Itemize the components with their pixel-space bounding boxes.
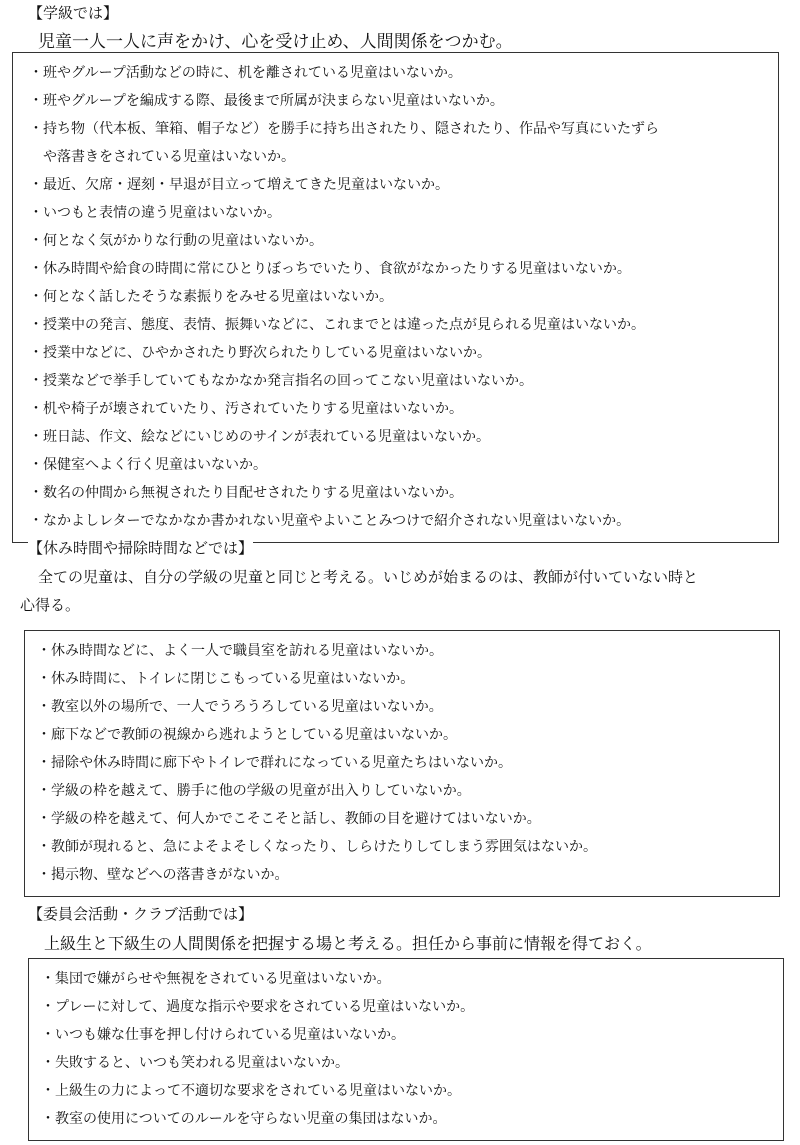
bullet: ・ xyxy=(37,699,51,715)
list-item xyxy=(41,997,474,1017)
list-item xyxy=(29,63,462,83)
item-text: 休み時間などに、よく一人で職員室を訪れる児童はいないか。 xyxy=(51,643,443,659)
item-text: 授業などで挙手していてもなかなか発言指名の回ってこない児童はいないか。 xyxy=(43,373,533,389)
bullet: ・ xyxy=(41,971,55,987)
item-text: 授業中の発言、態度、表情、振舞いなどに、これまでとは違った点が見られる児童はいないか。 xyxy=(43,317,645,333)
section1-heading: 【学級では】 xyxy=(28,4,119,22)
item-text: 机や椅子が壊されていたり、汚されていたりする児童はいないか。 xyxy=(43,401,463,417)
item-text: 失敗すると、いつも笑われる児童はいないか。 xyxy=(55,1055,349,1071)
section1-checklist-box xyxy=(12,52,779,543)
item-text: 授業中などに、ひやかされたり野次られたりしている児童はいないか。 xyxy=(43,345,491,361)
bullet: ・ xyxy=(37,643,51,659)
list-item-continuation: や落書きをされている児童はいないか。 xyxy=(43,149,295,165)
bullet: ・ xyxy=(29,429,43,445)
list-item xyxy=(29,343,491,363)
item-text: 何となく気がかりな行動の児童はいないか。 xyxy=(43,233,323,249)
list-item xyxy=(37,669,414,689)
bullet: ・ xyxy=(29,485,43,501)
item-text: 学級の枠を越えて、何人かでこそこそと話し、教師の目を避けてはいないか。 xyxy=(51,811,541,827)
bullet: ・ xyxy=(41,1111,55,1127)
list-item xyxy=(37,725,457,745)
list-item xyxy=(29,427,490,447)
bullet: ・ xyxy=(29,373,43,389)
bullet: ・ xyxy=(29,289,43,305)
section2-checklist-box xyxy=(24,630,780,897)
bullet: ・ xyxy=(37,867,51,883)
list-item xyxy=(29,483,463,503)
item-text: 何となく話したそうな素振りをみせる児童はいないか。 xyxy=(43,289,393,305)
list-item xyxy=(37,837,597,857)
list-item xyxy=(41,1109,446,1129)
list-item xyxy=(41,969,391,989)
item-text: 数名の仲間から無視されたり目配せされたりする児童はいないか。 xyxy=(43,485,463,501)
item-text: 集団で嫌がらせや無視をされている児童はいないか。 xyxy=(55,971,391,987)
item-text: 上級生の力によって不適切な要求をされている児童はいないか。 xyxy=(55,1083,461,1099)
bullet: ・ xyxy=(37,811,51,827)
item-text: 持ち物（代本板、筆箱、帽子など）を勝手に持ち出されたり、隠されたり、作品や写真にいたずら xyxy=(43,121,659,137)
item-text: いつもと表情の違う児童はいないか。 xyxy=(43,205,281,221)
section3-lead: 上級生と下級生の人間関係を把握する場と考える。担任から事前に情報を得ておく。 xyxy=(44,934,652,953)
section2-lead-line1: 全ての児童は、自分の学級の児童と同じと考える。いじめが始まるのは、教師が付いていない時と xyxy=(38,568,699,586)
bullet: ・ xyxy=(29,121,43,137)
bullet: ・ xyxy=(29,93,43,109)
bullet: ・ xyxy=(29,401,43,417)
list-item xyxy=(41,1025,405,1045)
item-text: 掃除や休み時間に廊下やトイレで群れになっている児童たちはいないか。 xyxy=(51,755,513,771)
bullet: ・ xyxy=(29,345,43,361)
list-item xyxy=(37,697,443,717)
list-item xyxy=(29,371,533,391)
bullet: ・ xyxy=(29,317,43,333)
bullet: ・ xyxy=(29,457,43,473)
bullet: ・ xyxy=(41,1027,55,1043)
list-item xyxy=(29,511,630,531)
item-text: なかよしレターでなかなか書かれない児童やよいことみつけで紹介されない児童はいないか。 xyxy=(43,513,631,529)
item-text: 教師が現れると、急によそよそしくなったり、しらけたりしてしまう雰囲気はないか。 xyxy=(51,839,597,855)
list-item xyxy=(41,1053,349,1073)
item-text: いつも嫌な仕事を押し付けられている児童はいないか。 xyxy=(55,1027,405,1043)
item-text: 教室以外の場所で、一人でうろうろしている児童はいないか。 xyxy=(51,699,443,715)
list-item xyxy=(29,231,323,251)
item-text: プレーに対して、過度な指示や要求をされている児童はいないか。 xyxy=(55,999,475,1015)
bullet: ・ xyxy=(37,727,51,743)
bullet: ・ xyxy=(29,177,43,193)
item-text: 班日誌、作文、絵などにいじめのサインが表れている児童はいないか。 xyxy=(43,429,491,445)
list-item xyxy=(29,119,659,139)
bullet: ・ xyxy=(41,999,55,1015)
item-text: 班やグループ活動などの時に、机を離されている児童はいないか。 xyxy=(43,65,462,81)
list-item xyxy=(37,809,541,829)
list-item xyxy=(29,455,267,475)
bullet: ・ xyxy=(41,1083,55,1099)
item-text: 休み時間や給食の時間に常にひとりぼっちでいたり、食欲がなかったりする児童はいないか。 xyxy=(43,261,631,277)
section2-lead-line2: 心得る。 xyxy=(20,596,81,614)
item-text: 教室の使用についてのルールを守らない児童の集団はないか。 xyxy=(55,1111,447,1127)
list-item xyxy=(29,287,393,307)
bullet: ・ xyxy=(29,261,43,277)
list-item xyxy=(37,865,288,885)
bullet: ・ xyxy=(37,839,51,855)
item-text: 廊下などで教師の視線から逃れようとしている児童はいないか。 xyxy=(51,727,457,743)
list-item xyxy=(29,175,449,195)
list-item xyxy=(29,259,631,279)
item-text: 保健室へよく行く児童はいないか。 xyxy=(43,457,267,473)
list-item xyxy=(29,315,645,335)
list-item xyxy=(37,753,512,773)
item-text: 最近、欠席・遅刻・早退が目立って増えてきた児童はいないか。 xyxy=(43,177,449,193)
list-item xyxy=(37,781,471,801)
list-item xyxy=(29,91,504,111)
bullet: ・ xyxy=(37,755,51,771)
list-item xyxy=(29,399,463,419)
bullet: ・ xyxy=(37,783,51,799)
bullet: ・ xyxy=(41,1055,55,1071)
bullet: ・ xyxy=(29,205,43,221)
item-text: 掲示物、壁などへの落書きがないか。 xyxy=(51,867,289,883)
bullet: ・ xyxy=(29,65,43,81)
list-item xyxy=(37,641,443,661)
section2-heading: 【休み時間や掃除時間などでは】 xyxy=(28,539,254,557)
section3-heading: 【委員会活動・クラブ活動では】 xyxy=(28,905,254,923)
bullet: ・ xyxy=(29,513,43,529)
item-text: 班やグループを編成する際、最後まで所属が決まらない児童はいないか。 xyxy=(43,93,504,109)
item-text: 休み時間に、トイレに閉じこもっている児童はいないか。 xyxy=(51,671,415,687)
list-item xyxy=(29,203,281,223)
section3-checklist-box xyxy=(28,958,784,1141)
section1-lead: 児童一人一人に声をかけ、心を受け止め、人間関係をつかむ。 xyxy=(38,32,513,52)
bullet: ・ xyxy=(29,233,43,249)
bullet: ・ xyxy=(37,671,51,687)
item-text: 学級の枠を越えて、勝手に他の学級の児童が出入りしていないか。 xyxy=(51,783,471,799)
list-item xyxy=(41,1081,461,1101)
